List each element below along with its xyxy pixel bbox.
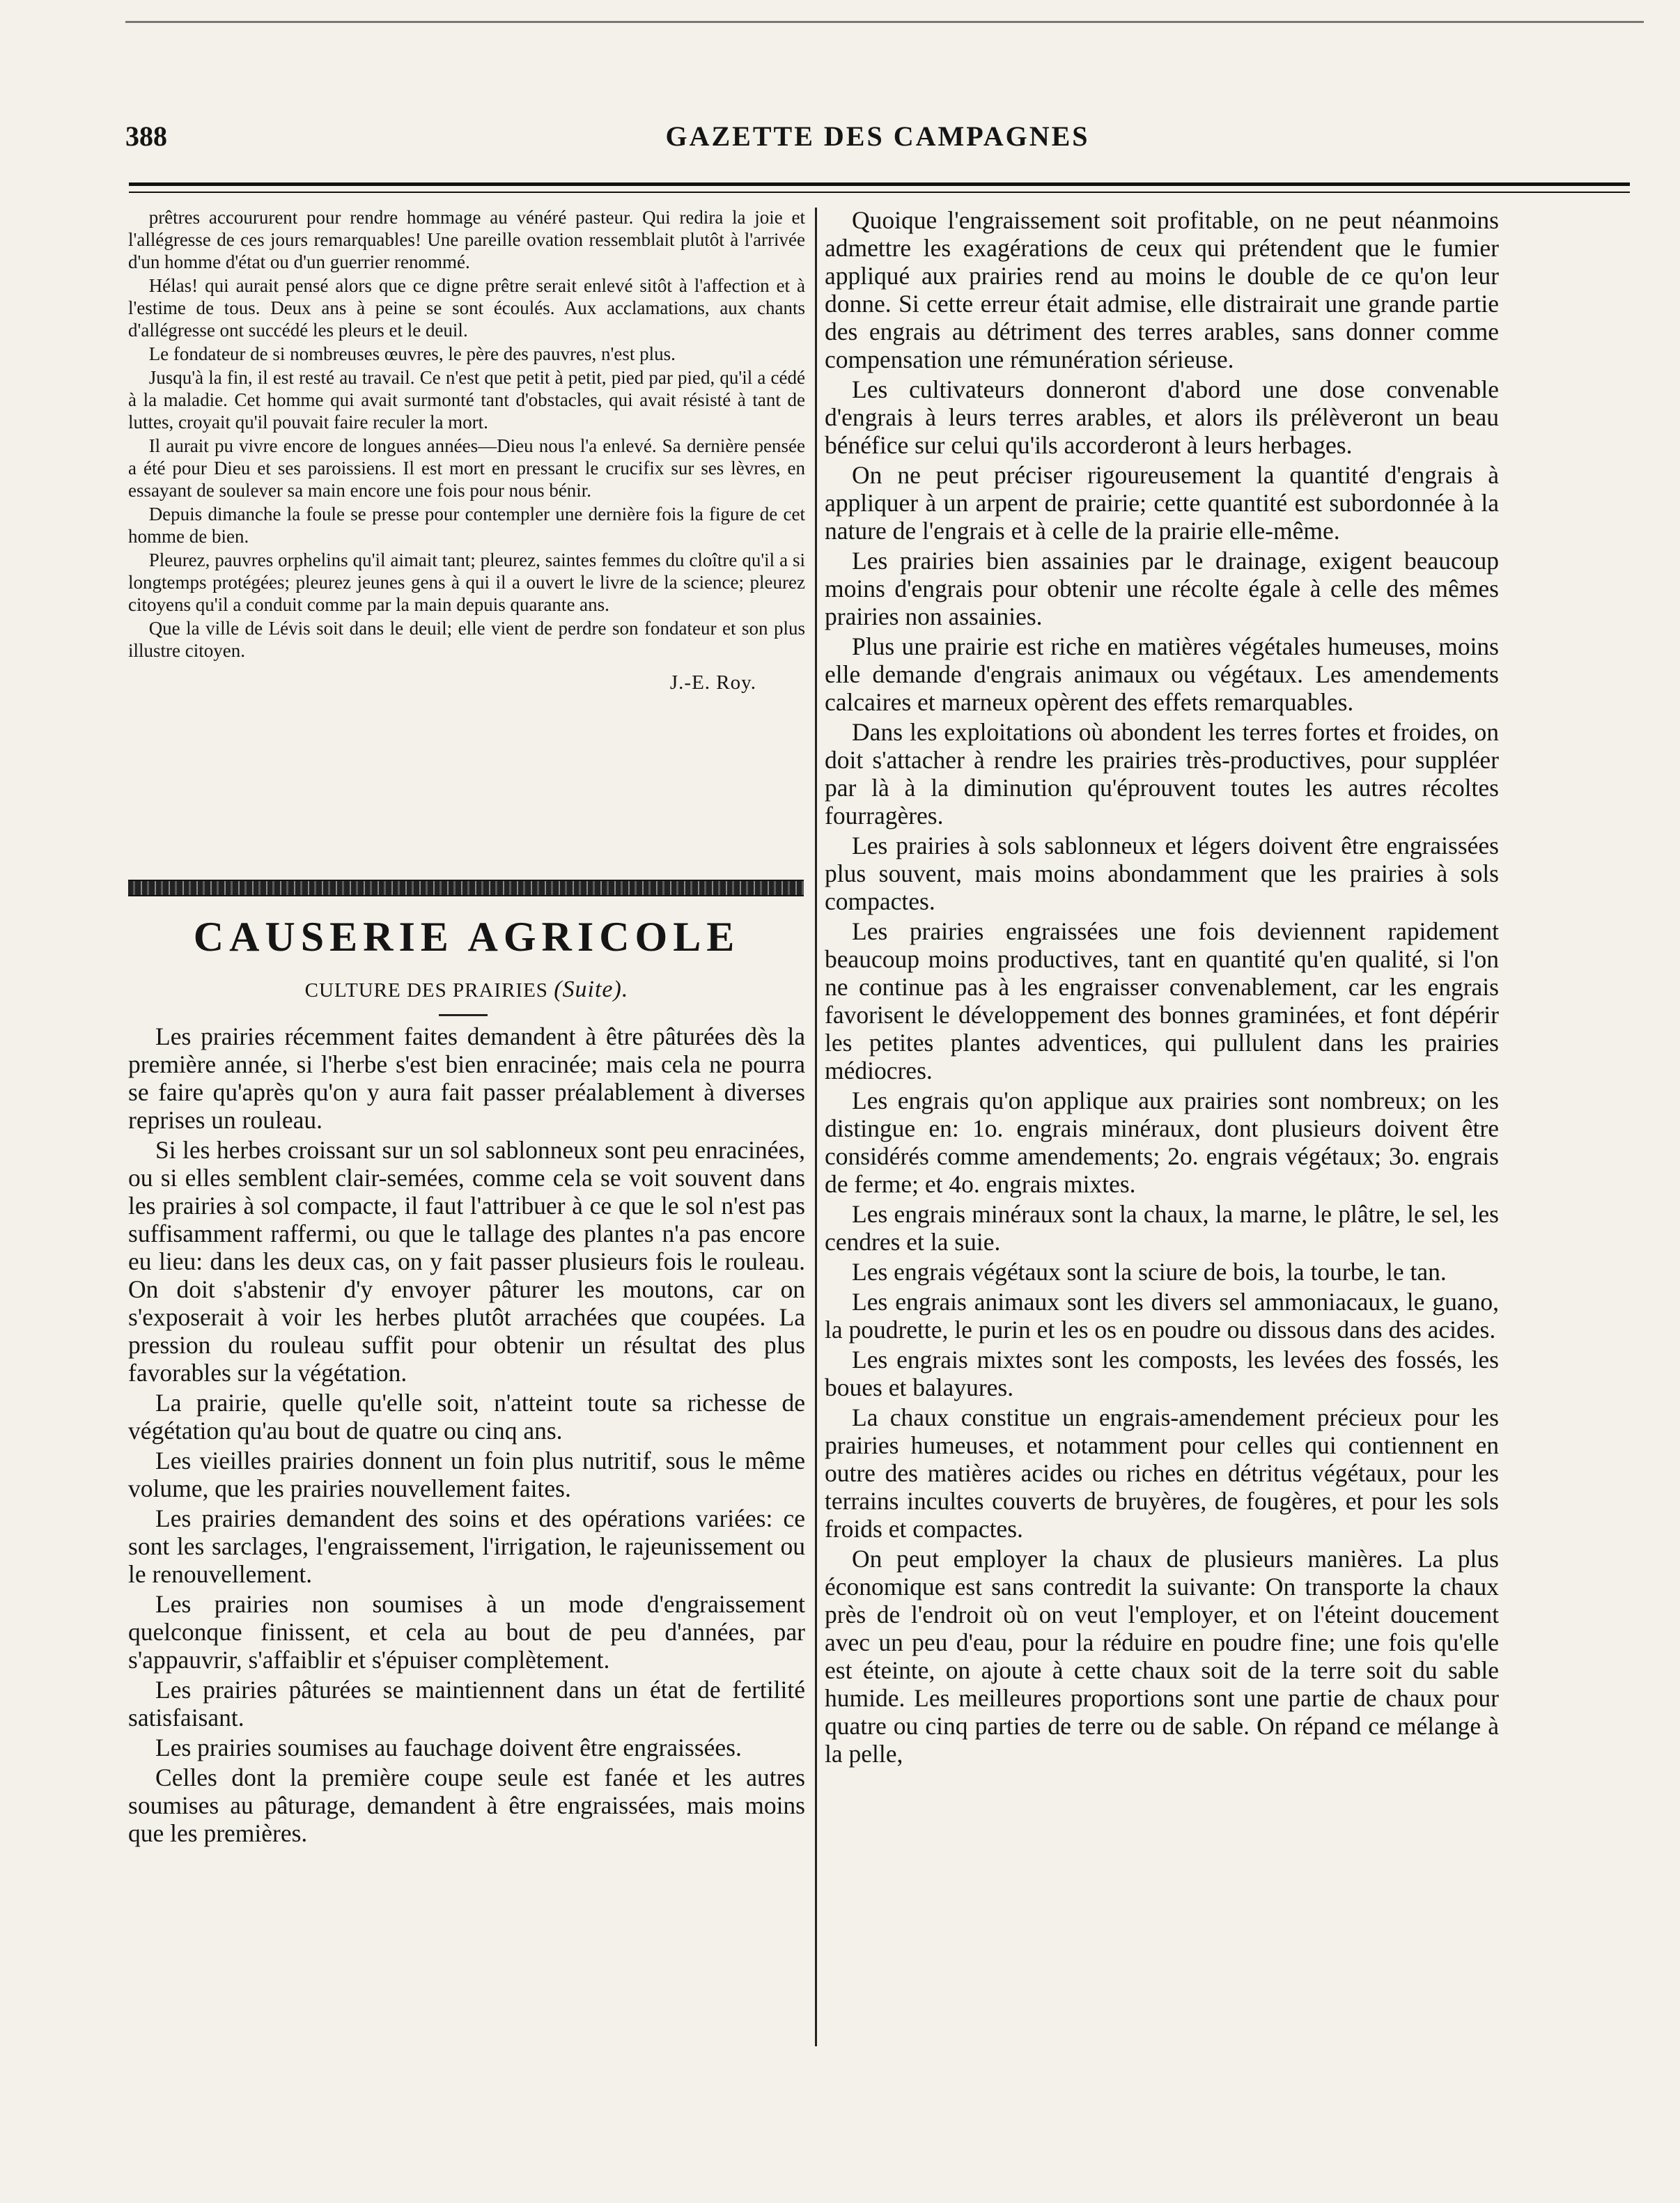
paragraph: Les prairies pâturées se maintiennent dans un état de fertilité satisfaisant. <box>128 1676 805 1731</box>
paragraph: Les engrais mixtes sont les composts, les levées des fossés, les boues et balayures. <box>825 1346 1499 1401</box>
paragraph: Depuis dimanche la foule se presse pour contempler une dernière fois la figure de cet homme de bien. <box>128 504 805 547</box>
paragraph: Les prairies non soumises à un mode d'engraissement quelconque finissent, et cela au bout de peu d'années, par s'appauvrir, s'affaiblir et s'épuiser complètement. <box>128 1590 805 1674</box>
paragraph: Que la ville de Lévis soit dans le deuil; elle vient de perdre son fondateur et son plus illustre citoyen. <box>128 618 805 661</box>
subtitle-rule <box>439 1014 488 1016</box>
section-title: CAUSERIE AGRICOLE <box>193 914 740 960</box>
paragraph: Les prairies bien assainies par le drainage, exigent beaucoup moins d'engrais pour obtenir une récolte égale à celle des mêmes prairies non assainies. <box>825 547 1499 630</box>
paragraph: Les prairies soumises au fauchage doivent être engraissées. <box>155 1734 742 1761</box>
paragraph: prêtres accoururent pour rendre hommage au vénéré pasteur. Qui redira la joie et l'allégresse de ces jours remarquables! Une pareille ovation ressemblait plutôt à l'arrivée d'un homme d'état ou d'un guerrier renommé. <box>128 207 805 272</box>
header-double-rule <box>129 182 1630 193</box>
ornamental-divider <box>128 880 804 896</box>
section-subtitle <box>128 976 805 1003</box>
paragraph: Le fondateur de si nombreuses œuvres, le père des pauvres, n'est plus. <box>148 343 676 364</box>
page-header <box>125 120 1630 162</box>
paragraph: Les prairies récemment faites demandent à être pâturées dès la première année, si l'herbe s'est bien enracinée; mais cela ne pourra se faire qu'après qu'on y aura fait passer préalablement à diverses reprises un rouleau. <box>128 1022 805 1134</box>
paragraph: Les engrais minéraux sont la chaux, la marne, le plâtre, le sel, les cendres et la suie. <box>825 1200 1499 1256</box>
paragraph: Jusqu'à la fin, il est resté au travail. Ce n'est que petit à petit, pied par pied, qu'il a cédé à la maladie. Cet homme qui avait surmonté tant d'obstacles, qui avait résisté à tant de luttes, croyait qu'il pouvait faire reculer la mort. <box>128 367 805 433</box>
causerie-article-right <box>825 206 1499 1770</box>
paragraph: Si les herbes croissant sur un sol sablonneux sont peu enracinées, ou si elles semblent clair-semées, comme cela se voit souvent dans les prairies à sol compacte, il faut l'attribuer à ce que le sol n'est pas suffisamment raffermi, ou que le tallage des plantes n'a pas encore eu lieu: dans les deux cas, on y fait passer plusieurs fois le rouleau. On doit s'abstenir d'y envoyer pâturer les moutons, car on s'exposerait à voir les herbes plutôt arrachées que coupées. La pression du rouleau suffit pour obtenir un résultat des plus favorables sur la végétation. <box>128 1136 805 1387</box>
column-divider <box>815 208 817 2046</box>
page-number: 388 <box>125 120 167 152</box>
paragraph: Il aurait pu vivre encore de longues années—Dieu nous l'a enlevé. Sa dernière pensée a été pour Dieu et ses paroissiens. Il est mort en pressant le crucifix sur ses lèvres, en essayant de soulever sa main encore une fois pour nous bénir. <box>128 435 805 501</box>
causerie-article-left <box>128 1022 805 1849</box>
paragraph: On ne peut préciser rigoureusement la quantité d'engrais à appliquer à un arpent de prairie; cette quantité est subordonnée à la nature de l'engrais et à celle de la prairie elle-même. <box>825 461 1499 545</box>
subtitle-text: CULTURE DES PRAIRIES <box>304 979 548 1002</box>
paragraph: Celles dont la première coupe seule est fanée et les autres soumises au pâturage, demandent à être engraissées, mais moins que les premières. <box>128 1764 805 1847</box>
paragraph: La prairie, quelle qu'elle soit, n'atteint toute sa richesse de végétation qu'au bout de quatre ou cinq ans. <box>128 1389 805 1445</box>
paragraph: Les engrais qu'on applique aux prairies sont nombreux; on les distingue en: 1o. engrais minéraux, dont plusieurs doivent être considérés comme amendements; 2o. engrais végétaux; 3o. engrais de ferme; et 4o. engrais mixtes. <box>825 1087 1499 1198</box>
paragraph: Les prairies à sols sablonneux et légers doivent être engraissées plus souvent, mais moins abondamment que les prairies à sols compactes. <box>825 832 1499 915</box>
paragraph: Plus une prairie est riche en matières végétales humeuses, moins elle demande d'engrais animaux ou végétaux. Les amendements calcaires et marneux opèrent des effets remarquables. <box>825 632 1499 716</box>
subtitle-suite: (Suite). <box>554 976 629 1002</box>
paragraph: Les prairies demandent des soins et des opérations variées: ce sont les sarclages, l'engraissement, l'irrigation, le rajeunissement ou le renouvellement. <box>128 1504 805 1588</box>
author-signature: J.-E. Roy. <box>669 671 756 694</box>
obituary-article <box>128 206 805 694</box>
paragraph: Les engrais végétaux sont la sciure de bois, la tourbe, le tan. <box>852 1258 1447 1286</box>
top-edge-rule <box>125 21 1644 23</box>
paragraph: Dans les exploitations où abondent les terres fortes et froides, on doit s'attacher à rendre les prairies très-productives, pour suppléer par là à la diminution qu'éprouvent toutes les autres récoltes fourragères. <box>825 718 1499 830</box>
paragraph: Les engrais animaux sont les divers sel ammoniacaux, le guano, la poudrette, le purin et les os en poudre ou dissous dans des acides. <box>825 1288 1499 1344</box>
paragraph: Les vieilles prairies donnent un foin plus nutritif, sous le même volume, que les prairies nouvellement faites. <box>128 1447 805 1502</box>
paragraph: On peut employer la chaux de plusieurs manières. La plus économique est sans contredit la suivante: On transporte la chaux près de l'endroit où on veut l'employer, et on l'éteint doucement avec un peu d'eau, pour la réduire en poudre fine; une fois qu'elle est éteinte, on ajoute à cette chaux soit de la terre soit du sable humide. Les meilleures proportions sont une partie de chaux pour quatre ou cinq parties de terre ou de sable. On répand ce mélange à la pelle, <box>825 1545 1499 1768</box>
paragraph: Les cultivateurs donneront d'abord une dose convenable d'engrais à leurs terres arables, et alors ils prélèveront un beau bénéfice sur celui qu'ils accorderont à leurs herbages. <box>825 375 1499 459</box>
paragraph: Quoique l'engraissement soit profitable, on ne peut néanmoins admettre les exagérations de ceux qui prétendent que le fumier appliqué aux prairies rend au moins le double de ce qu'on leur donne. Si cette erreur était admise, elle distrairait une grande partie des engrais au détriment des terres arables, sans donner comme compensation une rémunération sérieuse. <box>825 206 1499 373</box>
paragraph: Hélas! qui aurait pensé alors que ce digne prêtre serait enlevé sitôt à l'affection et à l'estime de tous. Deux ans à peine se sont écoulés. Aux acclamations, aux chants d'allégresse ont succédé les pleurs et le deuil. <box>128 275 805 341</box>
paragraph: Les prairies engraissées une fois deviennent rapidement beaucoup moins productives, tant en quantité qu'en qualité, si l'on ne continue pas à les engraisser convenablement, car les engrais favorisent le développement des bonnes graminées, et font dépérir les petites plantes adventices, qui pullulent dans les prairies médiocres. <box>825 917 1499 1084</box>
paragraph: La chaux constitue un engrais-amendement précieux pour les prairies humeuses, et notamment pour celles qui contiennent en outre des matières acides ou riches en détritus végétaux, pour les terrains incultes couverts de bruyères, de fougères, et pour les sols froids et compactes. <box>825 1403 1499 1543</box>
running-title: GAZETTE DES CAMPAGNES <box>665 120 1090 152</box>
paragraph: Pleurez, pauvres orphelins qu'il aimait tant; pleurez, saintes femmes du cloître qu'il a si longtemps protégées; pleurez jeunes gens à qui il a ouvert le livre de la science; pleurez citoyens qu'il a conduit comme par la main depuis quarante ans. <box>128 550 805 615</box>
